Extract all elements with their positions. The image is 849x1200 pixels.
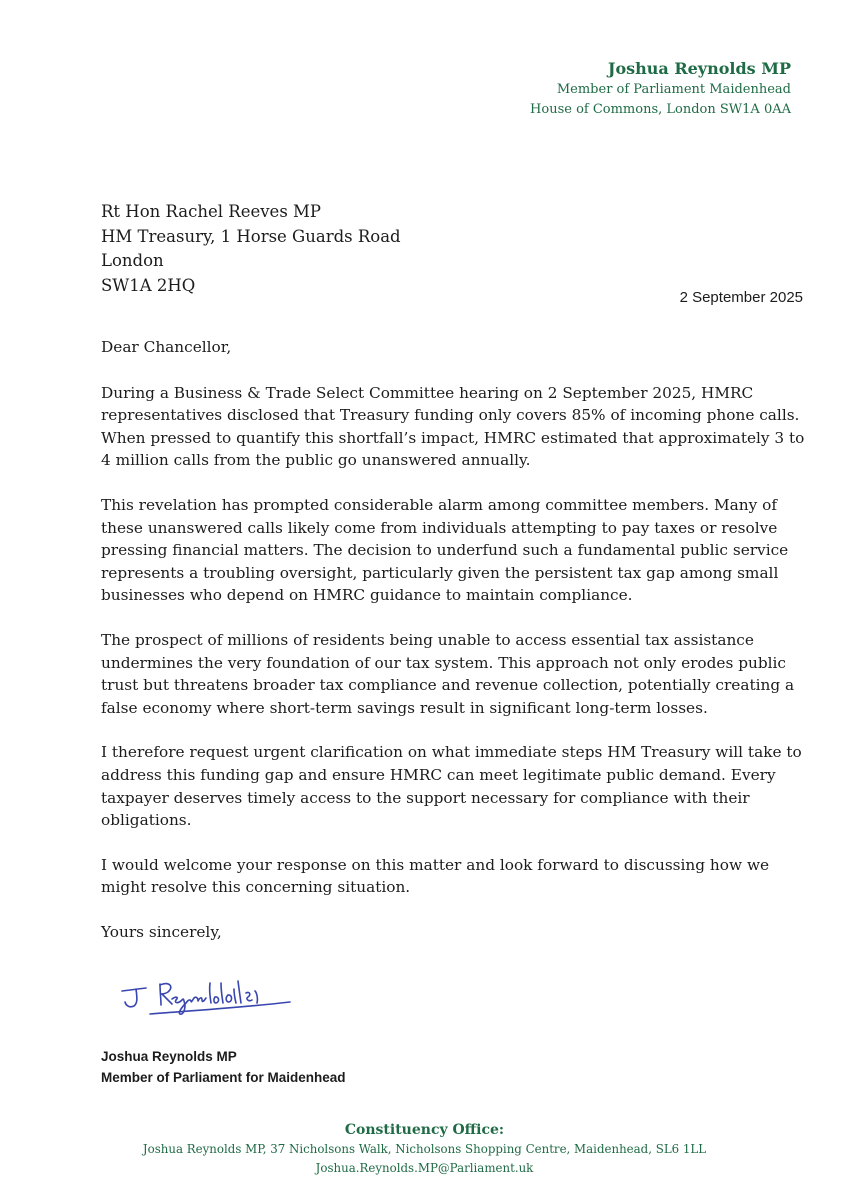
recipient-line: HM Treasury, 1 Horse Guards Road bbox=[101, 226, 401, 246]
recipient-line: Rt Hon Rachel Reeves MP bbox=[101, 202, 322, 221]
signoff bbox=[101, 1046, 346, 1088]
signoff-name: Joshua Reynolds MP bbox=[101, 1049, 237, 1064]
footer-email: Joshua.Reynolds.MP@Parliament.uk bbox=[315, 1161, 534, 1175]
body-paragraph: I therefore request urgent clarification on what immediate steps HM Treasury will take to address this funding gap and ensure HMRC can meet legitimate public demand. Every taxpayer deserves timely access to the support necessary for compliance with their obligations. bbox=[101, 743, 802, 830]
letterhead-role: Member of Parliament Maidenhead bbox=[556, 82, 791, 97]
body-paragraph: The prospect of millions of residents being unable to access essential tax assistance undermines the very foundation of our tax system. This approach not only erodes public trust but threatens broader tax compliance and revenue collection, potentially creating a false economy where short-term savings result in significant long-term losses. bbox=[101, 630, 795, 717]
handwritten-signature bbox=[118, 975, 308, 1025]
letter-body bbox=[101, 336, 813, 965]
body-paragraph: This revelation has prompted considerable alarm among committee members. Many of these unanswered calls likely come from individuals attempting to pay taxes or resolve pressing financial matters. The decision to underfund such a fundamental public service represents a troubling oversight, particularly given the persistent tax gap among small businesses who depend on HMRC guidance to maintain compliance. bbox=[101, 495, 789, 605]
salutation: Dear Chancellor, bbox=[101, 338, 232, 356]
letterhead-name: Joshua Reynolds MP bbox=[607, 59, 791, 78]
recipient-line: London bbox=[101, 251, 164, 270]
letterhead bbox=[530, 58, 791, 120]
recipient-line: SW1A 2HQ bbox=[101, 275, 196, 295]
recipient-address bbox=[101, 200, 401, 298]
letter-date: 2 September 2025 bbox=[679, 289, 803, 306]
footer bbox=[0, 1120, 849, 1178]
footer-address: Joshua Reynolds MP, 37 Nicholsons Walk, Nicholsons Shopping Centre, Maidenhead, SL6 1LL bbox=[142, 1142, 707, 1156]
closing: Yours sincerely, bbox=[101, 922, 222, 941]
letterhead-address: House of Commons, London SW1A 0AA bbox=[530, 102, 791, 117]
body-paragraph: During a Business & Trade Select Committee hearing on 2 September 2025, HMRC representatives disclosed that Treasury funding only covers 85% of incoming phone calls. When pressed to quantify this shortfall’s impact, HMRC estimated that approximately 3 to 4 million calls from the public go unanswered annually. bbox=[101, 383, 805, 470]
body-paragraph: I would welcome your response on this matter and look forward to discussing how we might resolve this concerning situation. bbox=[101, 855, 770, 897]
footer-title: Constituency Office: bbox=[344, 1122, 505, 1138]
signoff-title: Member of Parliament for Maidenhead bbox=[101, 1070, 346, 1085]
